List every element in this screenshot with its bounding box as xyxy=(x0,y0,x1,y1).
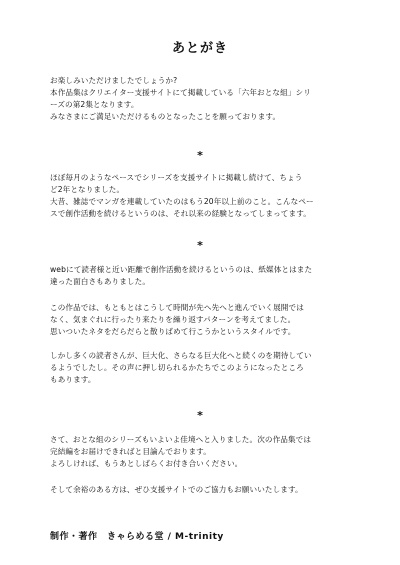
paragraph-intro xyxy=(50,75,360,123)
text-line: 大昔、雑誌でマンガを連載していたのはもう20年以上前のこと。こんなペー xyxy=(50,197,314,206)
paragraph-concept xyxy=(50,302,360,338)
page-title: あとがき xyxy=(171,41,228,56)
text-line: ほぼ毎月のようなペースでシリーズを支援サイトに掲載し続けて、ちょう xyxy=(50,173,303,182)
section-separator: * xyxy=(197,239,203,252)
paragraph-web xyxy=(50,264,360,288)
text-line: 違った面白さもありました。 xyxy=(50,277,151,286)
credit-line: 制作・著作 きゃらめる堂 / M-trinity xyxy=(50,532,224,542)
text-line: ーズの第2集となります。 xyxy=(50,100,139,109)
section-separator: * xyxy=(197,149,203,162)
text-line: ど2年となりました。 xyxy=(50,185,125,194)
paragraph-next xyxy=(50,434,360,470)
text-line: なく、気まぐれに行ったり来たりを繰り返すパターンを考えてました。 xyxy=(50,315,296,324)
paragraph-readers xyxy=(50,350,360,386)
paragraph-history xyxy=(50,172,360,220)
text-line: みなさまにご満足いただけるものとなったことを願っております。 xyxy=(50,112,281,121)
text-line: webにて読者様と近い距離で創作活動を続けるというのは、紙媒体とはまた xyxy=(50,265,313,274)
text-line: るようでしたし。その声に押し切られるかたちでこのようになったところ xyxy=(50,363,304,372)
text-line: さて、おとな組のシリーズもいよいよ佳境へと入りました。次の作品集では xyxy=(50,435,312,444)
text-line: しかし多くの読者さんが、巨大化、さらなる巨大化へと続くのを期待してい xyxy=(50,351,312,360)
text-line: 完結編をお届けできればと目論んでおります。 xyxy=(50,447,211,456)
text-line: 思いついたネタをだらだらと散りばめて行こうかというスタイルです。 xyxy=(50,327,296,336)
text-line: そして余裕のある方は、ぜひ支援サイトでのご協力もお願いいたします。 xyxy=(50,485,303,494)
text-line: 本作品集はクリエイター支援サイトにて掲載している「六年おとな組」シリ xyxy=(50,88,311,97)
text-line: スで創作活動を続けるというのは、それ以来の経験となってしまってます。 xyxy=(50,209,311,218)
paragraph-support xyxy=(50,484,360,496)
section-separator: * xyxy=(197,409,203,422)
text-line: この作品では、もともとはこうして時間が先へ先へと進んでいく展開では xyxy=(50,303,304,312)
text-line: よろしければ、もうあとしばらくお付き合いください。 xyxy=(50,459,243,468)
text-line: お楽しみいただけましたでしょうか? xyxy=(50,76,178,85)
text-line: もあります。 xyxy=(50,375,96,384)
